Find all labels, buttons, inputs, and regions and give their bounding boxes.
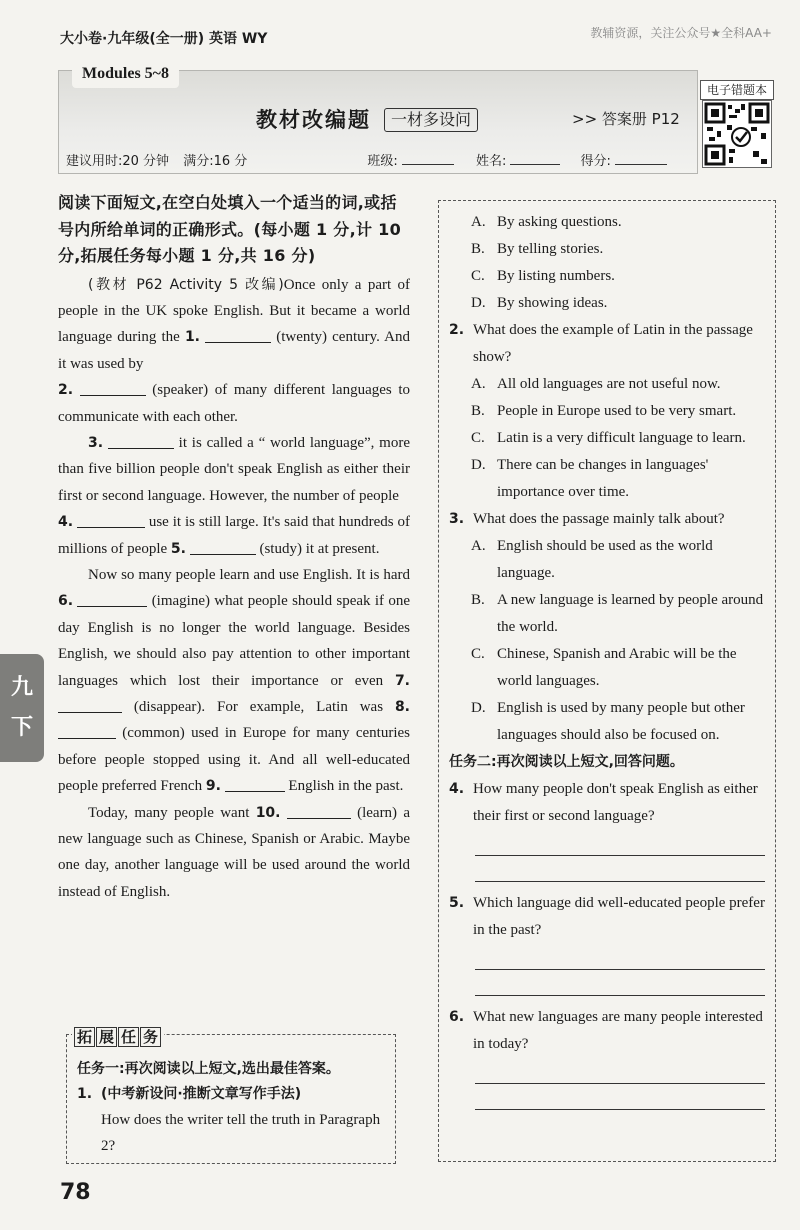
option-letter: B. [471, 241, 485, 257]
blank-number-10: 10. [255, 804, 281, 821]
option-3d[interactable] [449, 695, 765, 749]
p3-text-c: (disappear). For example, Latin was [122, 699, 395, 715]
answer-line-6a[interactable] [475, 1058, 765, 1084]
blank-5[interactable] [190, 539, 256, 555]
question-6-text: What new languages are many people interested in today? [473, 1009, 763, 1052]
qr-label: 电子错题本 [700, 80, 774, 100]
page-number: 78 [60, 1180, 91, 1205]
qr-code-icon[interactable] [702, 100, 772, 168]
option-1c[interactable] [449, 263, 765, 290]
p3-text-d: (common) used in Europe for many centuries before people stopped using it. And all well-educated people preferred French [58, 725, 410, 795]
option-1b[interactable] [449, 236, 765, 263]
answer-line-5b[interactable] [475, 970, 765, 996]
class-label: 班级: [367, 154, 398, 169]
option-letter: A. [471, 376, 486, 392]
question-4 [449, 776, 765, 830]
side-tab-top: 九 [10, 675, 33, 700]
blank-1[interactable] [205, 327, 271, 343]
question-5-text: Which language did well-educated people prefer in the past? [473, 895, 765, 938]
answer-line-6b[interactable] [475, 1084, 765, 1110]
question-6-number: 6. [449, 1009, 465, 1025]
passage-paragraph-1 [58, 272, 410, 430]
grade-side-tab [0, 654, 44, 762]
passage-paragraph-2 [58, 430, 410, 562]
page-title: 教材改编题 [256, 108, 371, 132]
blank-number-9: 9. [205, 778, 221, 795]
blank-6[interactable] [77, 591, 147, 607]
question-3-number: 3. [449, 511, 465, 527]
instructions: 阅读下面短文,在空白处填入一个适当的词,或括号内所给单词的正确形式。(每小题 1 分,计 10 分,拓展任务每小题 1 分,共 16 分) [58, 193, 402, 265]
blank-number-3: 3. [88, 434, 104, 451]
option-text: A new language is learned by people around the world. [497, 592, 764, 635]
option-text: Chinese, Spanish and Arabic will be the world languages. [497, 646, 737, 689]
p3-text-b: (imagine) what people should speak if one day English is no longer the world language. Besides English, we should also pay attention to other important languages which lost their importance or even [58, 593, 410, 689]
blank-7[interactable] [58, 697, 122, 713]
p4-text-b: (learn) a new language such as Chinese, Spanish or Arabic. Maybe one day, another language will be used around the world instead of English. [58, 804, 411, 900]
option-letter: C. [471, 268, 485, 284]
p2-text-a: it is called a “ world language”, more than five billion people don't speak English as either their first or second language. However, the number of people [58, 434, 411, 504]
option-letter: C. [471, 646, 485, 662]
blank-8[interactable] [58, 723, 116, 739]
questions-column [438, 200, 776, 1162]
blank-number-7: 7. [394, 672, 410, 689]
extension-label-char: 任 [118, 1027, 139, 1047]
option-2d[interactable] [449, 452, 765, 506]
blank-number-8: 8. [394, 699, 410, 715]
header-meta [66, 150, 696, 169]
option-2a[interactable] [449, 371, 765, 398]
passage-paragraph-4 [58, 800, 410, 906]
option-text: By showing ideas. [497, 295, 608, 311]
option-text: People in Europe used to be very smart. [497, 403, 737, 419]
question-5 [449, 890, 765, 944]
blank-number-6: 6. [58, 593, 74, 610]
answer-reference: >> 答案册 P12 [572, 110, 680, 128]
question-6 [449, 1004, 765, 1058]
option-letter: B. [471, 403, 485, 419]
question-1 [77, 1081, 385, 1159]
source-note: (教材 P62 Activity 5 改编) [88, 276, 284, 293]
option-letter: A. [471, 214, 486, 230]
question-3-text: What does the passage mainly talk about? [473, 511, 725, 527]
option-letter: B. [471, 592, 485, 608]
option-text: By listing numbers. [497, 268, 615, 284]
question-1-tag: (中考新设问·推断文章写作手法) [101, 1086, 302, 1102]
extension-task-box [66, 1034, 396, 1164]
question-3 [449, 506, 765, 533]
blank-3[interactable] [108, 433, 174, 449]
question-5-number: 5. [449, 895, 465, 911]
p2-text-c: (study) it at present. [255, 540, 380, 557]
option-text: English should be used as the world language. [497, 538, 713, 581]
question-2-text: What does the example of Latin in the passage show? [473, 322, 753, 365]
answer-line-4a[interactable] [475, 830, 765, 856]
passage-column [58, 190, 410, 905]
option-3a[interactable] [449, 533, 765, 587]
question-1-number: 1. [77, 1086, 93, 1102]
question-2 [449, 317, 765, 371]
extension-label [72, 1026, 164, 1047]
option-letter: D. [471, 457, 486, 473]
option-letter: A. [471, 538, 486, 554]
answer-line-5a[interactable] [475, 944, 765, 970]
option-text: Latin is a very difficult language to learn. [497, 430, 746, 446]
option-1d[interactable] [449, 290, 765, 317]
p1-text-c: (speaker) of many different languages to communicate with each other. [58, 382, 410, 425]
blank-number-4: 4. [58, 514, 74, 531]
option-letter: D. [471, 700, 486, 716]
option-letter: C. [471, 430, 485, 446]
option-1a[interactable] [449, 209, 765, 236]
points-label: 得分: [580, 154, 611, 169]
extension-label-char: 展 [96, 1027, 117, 1047]
option-2b[interactable] [449, 398, 765, 425]
page-subtitle: 一材多设问 [384, 108, 478, 132]
option-letter: D. [471, 295, 486, 311]
question-1-text: How does the writer tell the truth in Paragraph 2? [101, 1112, 381, 1154]
blank-10[interactable] [287, 803, 351, 819]
blank-number-2: 2. [58, 382, 74, 399]
question-4-text: How many people don't speak English as either their first or second language? [473, 781, 758, 824]
question-4-number: 4. [449, 781, 465, 797]
score-label: 满分:16 分 [183, 154, 248, 169]
promo-text: 教辅资源，关注公众号★全科AA+ [590, 26, 772, 40]
option-text: By telling stories. [497, 241, 604, 257]
p3-text-a: Now so many people learn and use English. It is hard [88, 566, 410, 583]
option-3c[interactable] [449, 641, 765, 695]
option-2c[interactable] [449, 425, 765, 452]
option-text: All old languages are not useful now. [497, 376, 721, 392]
blank-2[interactable] [80, 380, 146, 396]
blank-4[interactable] [77, 512, 145, 528]
p1-text-a: Once only a part of people in the UK spoke English. But it became a world language during the [58, 276, 411, 346]
p1-text-b: (twenty) century. And it was used by [58, 329, 410, 372]
blank-number-1: 1. [184, 329, 200, 346]
name-field[interactable] [510, 164, 560, 165]
option-text: By asking questions. [497, 214, 622, 230]
p4-text-a: Today, many people want [88, 804, 256, 821]
class-field[interactable] [402, 164, 454, 165]
option-text: English is used by many people but other languages should also be focused on. [497, 700, 745, 743]
p3-text-e: English in the past. [284, 778, 404, 795]
time-label: 建议用时:20 分钟 [66, 154, 170, 169]
blank-9[interactable] [225, 776, 285, 792]
option-text: There can be changes in languages' importance over time. [497, 457, 709, 500]
option-3b[interactable] [449, 587, 765, 641]
name-label: 姓名: [475, 154, 507, 169]
p2-text-b: use it is still large. It's said that hundreds of millions of people [58, 514, 410, 557]
extension-label-char: 拓 [74, 1027, 95, 1047]
task2-heading: 任务二:再次阅读以上短文,回答问题。 [449, 754, 684, 770]
question-2-number: 2. [449, 322, 465, 338]
modules-label: Modules 5~8 [72, 62, 179, 88]
question-1-options [449, 209, 765, 317]
blank-number-5: 5. [170, 540, 186, 557]
book-title: 大小卷·九年级(全一册) 英语 WY [60, 31, 268, 47]
task1-heading: 任务一:再次阅读以上短文,选出最佳答案。 [77, 1061, 340, 1077]
side-tab-bottom: 下 [10, 715, 33, 740]
points-field[interactable] [615, 164, 667, 165]
extension-label-char: 务 [140, 1027, 161, 1047]
passage-paragraph-3 [58, 562, 410, 800]
answer-line-4b[interactable] [475, 856, 765, 882]
